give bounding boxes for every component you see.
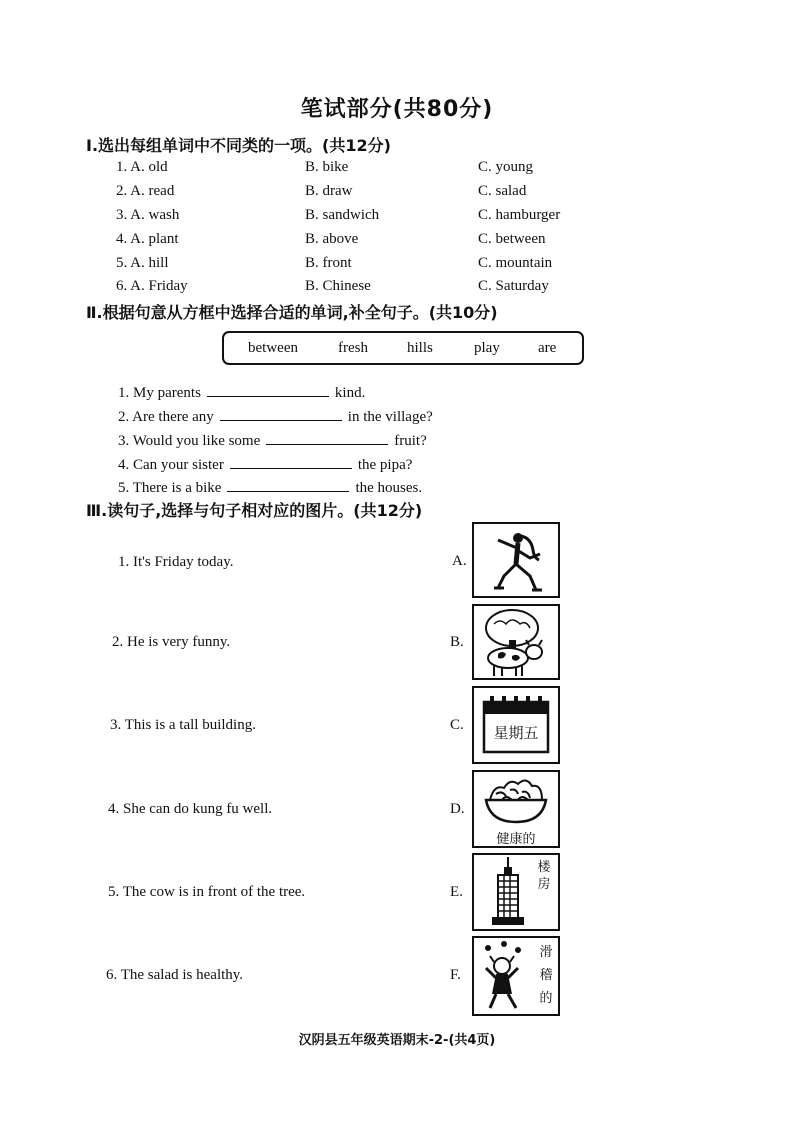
option-b: B. above [305, 231, 359, 247]
sentence-start: 4. Can your sister [118, 457, 224, 473]
match-sentence: 3. This is a tall building. [110, 717, 256, 733]
fill-sentence [118, 454, 412, 474]
building-picture[interactable] [472, 853, 560, 931]
clown-label-1: 滑 [539, 945, 553, 960]
answer-blank[interactable] [230, 454, 352, 469]
answer-blank[interactable] [220, 406, 342, 421]
clown-picture[interactable] [472, 936, 560, 1016]
kung-fu-picture[interactable] [472, 522, 560, 598]
option-c: C. Saturday [478, 278, 549, 294]
sentence-end: in the village? [347, 409, 433, 425]
word-bank-word: hills [407, 340, 433, 356]
match-sentence: 4. She can do kung fu well. [108, 801, 273, 817]
building-label-1: 楼 [537, 860, 551, 875]
match-sentence: 5. The cow is in front of the tree. [108, 884, 306, 900]
option-a: 4. A. plant [116, 231, 179, 247]
option-a: 1. A. old [116, 159, 168, 175]
answer-blank[interactable] [207, 382, 329, 397]
picture-letter: F. [450, 967, 461, 983]
option-b: B. bike [305, 159, 349, 175]
calendar-picture[interactable] [472, 686, 560, 764]
section-3-heading: Ⅲ.读句子,选择与句子相对应的图片。(共12分) [86, 501, 423, 520]
answer-blank[interactable] [227, 477, 349, 492]
option-a: 2. A. read [116, 183, 175, 199]
fill-sentence [118, 477, 422, 497]
clown-label-3: 的 [539, 991, 553, 1006]
sentence-end: fruit? [394, 433, 427, 449]
fill-sentence [118, 430, 427, 450]
picture-letter: D. [450, 801, 465, 817]
section-1-heading: Ⅰ.选出每组单词中不同类的一项。(共12分) [86, 136, 391, 155]
option-c: C. mountain [478, 255, 553, 271]
picture-letter: E. [450, 884, 463, 900]
answer-blank[interactable] [266, 430, 388, 445]
picture-letter: A. [452, 553, 467, 569]
sentence-end: the pipa? [357, 457, 413, 473]
word-bank-word: are [538, 340, 557, 356]
option-c: C. salad [478, 183, 527, 199]
salad-bowl-icon [474, 772, 558, 828]
calendar-label: 星期五 [493, 724, 539, 742]
juggling-clown-icon [474, 938, 534, 1014]
sentence-end: the houses. [355, 480, 423, 496]
sentence-start: 3. Would you like some [118, 433, 261, 449]
page-footer: 汉阴县五年级英语期末-2-(共4页) [298, 1033, 496, 1048]
word-bank-word: between [248, 340, 298, 356]
option-a: 3. A. wash [116, 207, 180, 223]
building-label-2: 房 [537, 877, 551, 892]
salad-label: 健康的 [496, 832, 536, 847]
section-2-heading: Ⅱ.根据句意从方框中选择合适的单词,补全句子。(共10分) [86, 303, 498, 322]
fill-sentence [118, 406, 433, 426]
salad-picture[interactable] [472, 770, 560, 848]
fill-sentence [118, 382, 365, 402]
word-bank-box [222, 331, 584, 365]
match-sentence: 2. He is very funny. [112, 634, 231, 650]
picture-letter: B. [450, 634, 464, 650]
option-b: B. front [305, 255, 352, 271]
cow-tree-icon [474, 606, 558, 678]
option-b: B. sandwich [305, 207, 380, 223]
page-title: 笔试部分(共80分) [300, 97, 494, 122]
sentence-end: kind. [334, 385, 366, 401]
sentence-start: 5. There is a bike [118, 480, 222, 496]
option-c: C. between [478, 231, 546, 247]
word-bank-word: play [474, 340, 500, 356]
match-sentence: 1. It's Friday today. [118, 554, 234, 570]
clown-label-2: 稽 [539, 968, 553, 983]
option-b: B. Chinese [305, 278, 371, 294]
option-b: B. draw [305, 183, 353, 199]
option-a: 5. A. hill [116, 255, 169, 271]
word-bank-word: fresh [338, 340, 368, 356]
building-icon [474, 855, 534, 929]
picture-letter: C. [450, 717, 464, 733]
option-c: C. hamburger [478, 207, 561, 223]
sentence-start: 1. My parents [118, 385, 201, 401]
match-sentence: 6. The salad is healthy. [106, 967, 244, 983]
sentence-start: 2. Are there any [118, 409, 214, 425]
option-c: C. young [478, 159, 534, 175]
kung-fu-figure-icon [474, 524, 558, 596]
option-a: 6. A. Friday [116, 278, 188, 294]
cow-tree-picture[interactable] [472, 604, 560, 680]
